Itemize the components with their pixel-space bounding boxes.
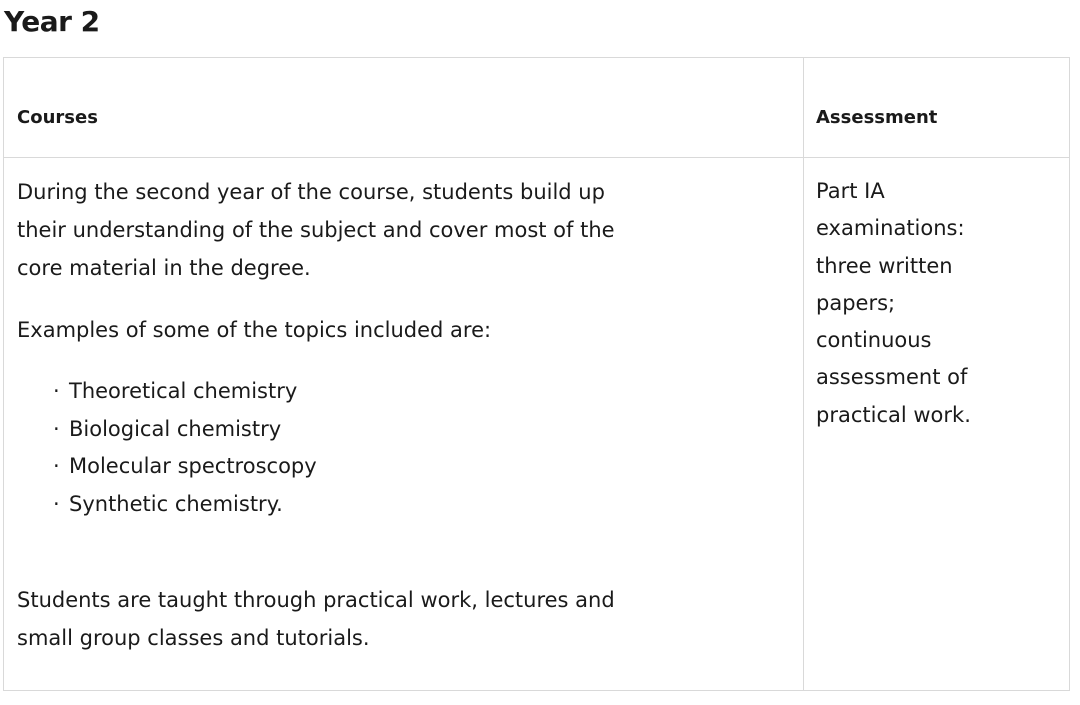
section-heading: Year 2 — [4, 5, 100, 38]
topics-list — [53, 373, 657, 523]
topic-label: Synthetic chemistry. — [69, 491, 283, 516]
bullet-icon: · — [53, 491, 60, 516]
list-item — [53, 411, 657, 449]
bullet-icon: · — [53, 416, 60, 441]
course-table — [3, 57, 1070, 691]
list-item — [53, 486, 657, 524]
assessment-header: Assessment — [816, 107, 938, 128]
list-item — [53, 448, 657, 486]
courses-intro: During the second year of the course, students build up their understanding of the subject and cover most of the core material in the degree. — [17, 180, 615, 280]
topic-label: Theoretical chemistry — [69, 379, 298, 403]
courses-header: Courses — [17, 107, 98, 128]
topic-label: Molecular spectroscopy — [69, 454, 317, 478]
list-item — [53, 373, 657, 411]
topic-label: Biological chemistry — [69, 416, 282, 441]
header-divider — [4, 157, 1069, 158]
column-divider — [803, 58, 804, 690]
bullet-icon: · — [53, 379, 60, 403]
courses-cell — [17, 173, 657, 657]
teaching-note: Students are taught through practical work, lectures and small group classes and tutorials. — [17, 588, 615, 650]
assessment-cell: Part IA examinations: three written papers; continuous assessment of practical work. — [816, 179, 971, 427]
topics-intro: Examples of some of the topics included are: — [17, 318, 492, 342]
bullet-icon: · — [53, 454, 60, 478]
